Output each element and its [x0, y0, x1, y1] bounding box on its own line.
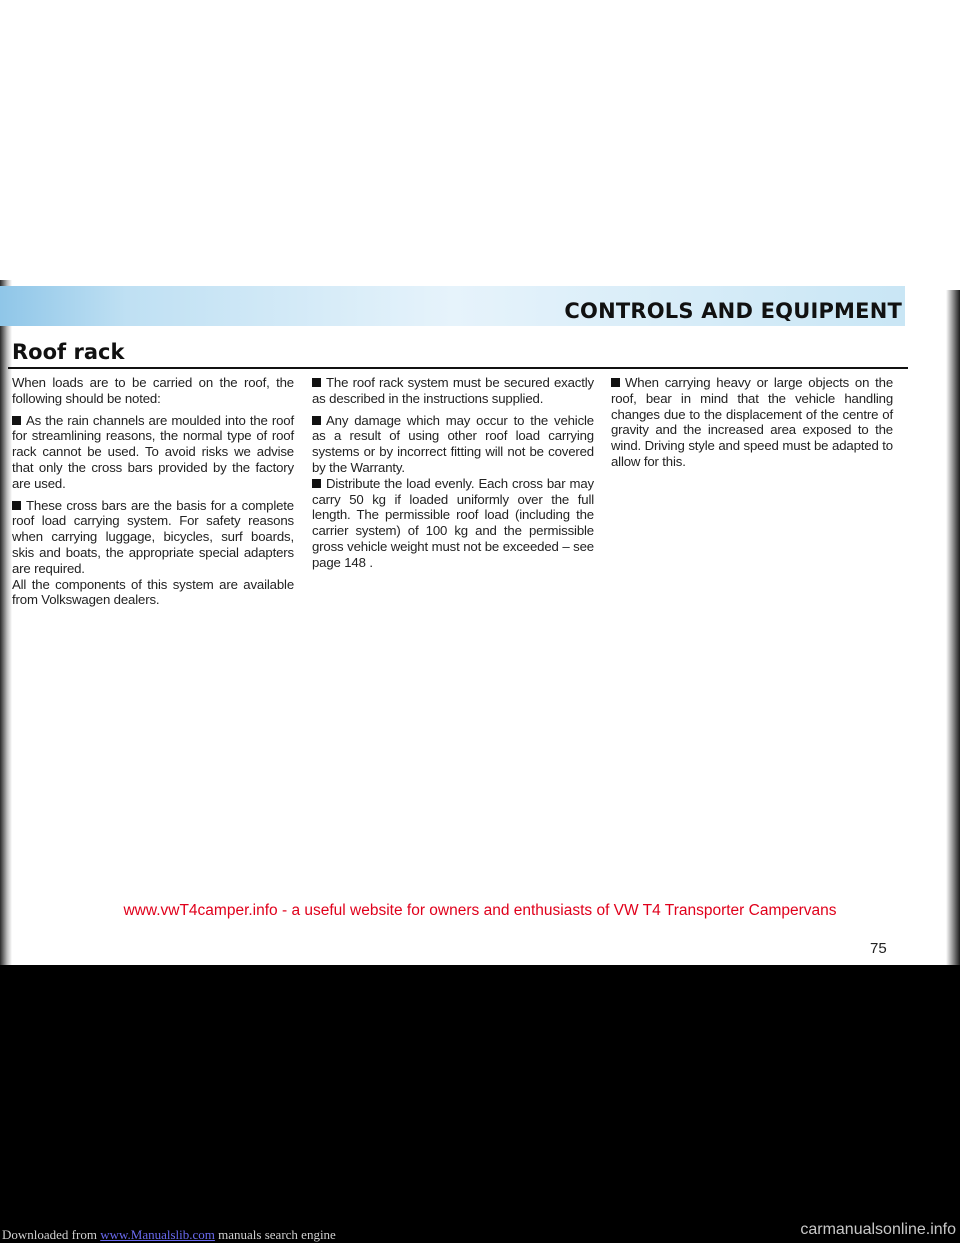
bullet-icon	[312, 479, 321, 488]
bullet-icon	[12, 501, 21, 510]
bullet-paragraph: These cross bars are the basis for a complete roof load carrying system. For safety reasons when carrying luggage, bicycles, surf boards, skis and boats, the appropriate special adapters are required.	[12, 497, 294, 576]
text-column-1	[12, 375, 294, 614]
binding-shadow-right	[946, 290, 960, 965]
website-note: www.vwT4camper.info - a useful website for owners and enthusiasts of VW T4 Transporter Campervans	[123, 902, 837, 919]
intro-paragraph: When loads are to be carried on the roof, the following should be noted:	[12, 375, 294, 406]
binding-shadow-left	[0, 280, 12, 965]
bullet-paragraph: The roof rack system must be secured exactly as described in the instructions supplied.	[312, 375, 594, 406]
section-title: Roof rack	[12, 340, 125, 364]
bullet-icon	[12, 416, 21, 425]
bullet-paragraph: As the rain channels are moulded into the roof for streamlining reasons, the normal type of roof rack cannot be used. To avoid risks we advise that only the cross bars provided by the factory are used.	[12, 412, 294, 491]
bullet-paragraph: When carrying heavy or large objects on the roof, bear in mind that the vehicle handling changes due to the displacement of the centre of gravity and the increased area exposed to the wind. Driving style and speed must be adapted to allow for this.	[611, 375, 893, 469]
watermark: carmanualsonline.info	[800, 1221, 956, 1238]
text-column-2	[312, 375, 594, 577]
bullet-icon	[312, 416, 321, 425]
chapter-title: CONTROLS AND EQUIPMENT	[564, 299, 902, 323]
bullet-paragraph: Distribute the load evenly. Each cross bar may carry 50 kg if loaded uniformly over the full length. The permissible roof load (including the carrier system) of 100 kg and the permissible gross vehicle weight must not be exceeded – see page 148 .	[312, 475, 594, 570]
bullet-icon	[312, 378, 321, 387]
bullet-icon	[611, 378, 620, 387]
text-column-3	[611, 375, 893, 476]
section-rule	[8, 367, 908, 369]
bullet-paragraph: Any damage which may occur to the vehicle as a result of using other roof load carrying systems or by incorrect fitting will not be covered by the Warranty.	[312, 412, 594, 475]
page-number: 75	[870, 940, 887, 957]
paragraph: All the components of this system are available from Volkswagen dealers.	[12, 576, 294, 608]
download-footer	[0, 1221, 960, 1242]
manualslib-link[interactable]: www.Manualslib.com	[100, 1227, 215, 1242]
download-credit: Downloaded from www.Manualslib.com manuals search engine	[2, 1227, 336, 1242]
